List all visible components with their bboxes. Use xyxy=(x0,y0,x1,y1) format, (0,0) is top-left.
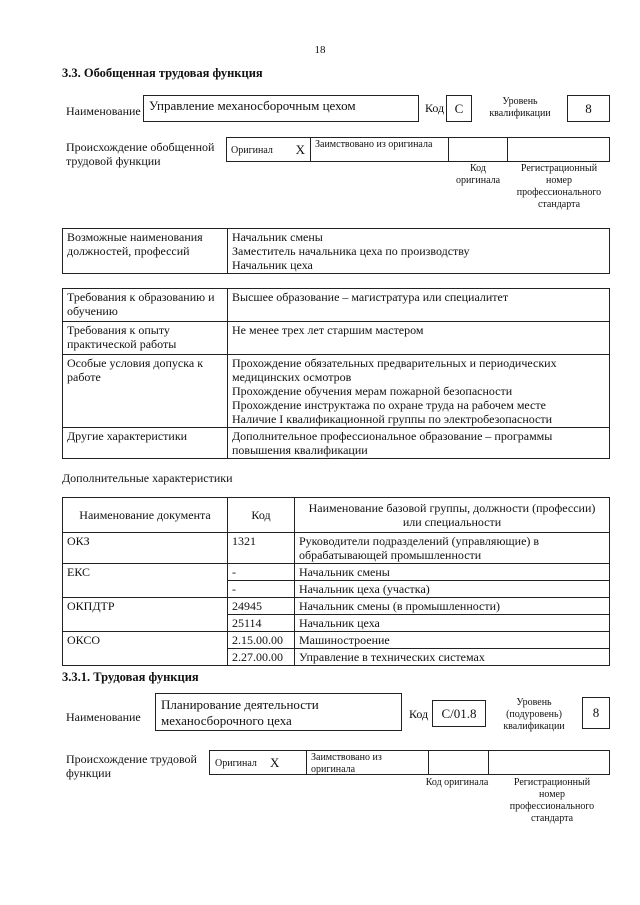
doc-cell: ЕКС xyxy=(63,564,228,598)
name-value: Управление механосборочным цехом xyxy=(149,98,356,113)
sub-code-value-box xyxy=(432,700,486,727)
name-cell: Начальник смены (в промышленности) xyxy=(295,598,610,615)
sub-name-value: Планирование деятельности механосборочного цеха xyxy=(161,697,319,728)
sub-orig-code-caption: Код оригинала xyxy=(425,777,489,788)
sub-reg-number-box xyxy=(488,750,610,775)
sub-level-value: 8 xyxy=(592,705,600,720)
section-title: 3.3. Обобщенная трудовая функция xyxy=(62,66,263,80)
sub-orig-code-box xyxy=(428,750,489,775)
sub-level-label: Уровень (подуровень) квалификации xyxy=(503,697,565,732)
code-label: Код xyxy=(425,101,445,115)
name-cell: Начальник цеха xyxy=(295,615,610,632)
table-row xyxy=(63,632,610,649)
header-code: Код xyxy=(228,498,295,533)
reg-number-caption: Регистрационный номер профессионального стандарта xyxy=(516,163,602,210)
doc-cell: ОКСО xyxy=(63,632,228,666)
code-cell: 2.15.00.00 xyxy=(228,632,295,649)
orig-code-caption: Код оригинала xyxy=(455,163,501,186)
sub-name-value-box xyxy=(155,693,402,731)
code-cell: 24945 xyxy=(228,598,295,615)
code-cell: 2.27.00.00 xyxy=(228,649,295,666)
position-item: Начальник цеха xyxy=(232,258,313,272)
requirement-label: Особые условия допуска к работе xyxy=(63,355,228,428)
code-cell: 25114 xyxy=(228,615,295,632)
original-mark: X xyxy=(295,142,305,157)
level-label: Уровень квалификации xyxy=(489,96,551,119)
table-row xyxy=(63,533,610,564)
sub-original-label: Оригинал xyxy=(215,758,257,769)
sub-code-value: C/01.8 xyxy=(441,706,477,721)
requirement-label: Другие характеристики xyxy=(63,428,228,459)
name-cell: Начальник цеха (участка) xyxy=(295,581,610,598)
position-item: Начальник смены xyxy=(232,230,323,244)
table-row xyxy=(63,564,610,581)
sub-original-mark: X xyxy=(270,755,280,770)
borrowed-label: Заимствовано из оригинала xyxy=(315,139,433,150)
sub-name-label: Наименование xyxy=(66,710,141,724)
page-number: 18 xyxy=(314,44,326,56)
level-value-box xyxy=(567,95,610,122)
position-item: Заместитель начальника цеха по производству xyxy=(232,244,470,258)
code-cell: - xyxy=(228,581,295,598)
doc-cell: ОКПДТР xyxy=(63,598,228,632)
name-cell: Начальник смены xyxy=(295,564,610,581)
orig-code-box xyxy=(448,137,508,162)
table-header-row xyxy=(63,498,610,533)
doc-cell: ОКЗ xyxy=(63,533,228,564)
requirement-value: Дополнительное профессиональное образование – программы повышения квалификации xyxy=(228,428,610,459)
requirement-line: Прохождение инструктажа по охране труда на рабочем месте xyxy=(232,398,546,412)
sub-borrowed-box xyxy=(306,750,429,775)
origin-label: Происхождение обобщенной трудовой функции xyxy=(66,140,215,168)
requirement-label: Требования к образованию и обучению xyxy=(63,289,228,322)
header-name: Наименование базовой группы, должности (профессии) или специальности xyxy=(295,498,610,533)
requirement-value: Не менее трех лет старшим мастером xyxy=(228,322,610,355)
sub-code-label: Код xyxy=(409,707,429,721)
code-value-box xyxy=(446,95,472,122)
subsection-title: 3.3.1. Трудовая функция xyxy=(62,670,199,684)
code-cell: 1321 xyxy=(228,533,295,564)
sub-borrowed-label: Заимствовано из оригинала xyxy=(311,752,382,775)
positions-label: Возможные наименования должностей, профессий xyxy=(63,229,228,274)
code-cell: - xyxy=(228,564,295,581)
requirement-line: Наличие I квалификационной группы по электробезопасности xyxy=(232,412,553,426)
sub-original-box xyxy=(209,750,307,775)
original-label: Оригинал xyxy=(231,145,273,156)
table-row xyxy=(63,355,610,428)
sub-level-value-box xyxy=(582,697,610,729)
name-value-box xyxy=(143,95,419,122)
code-value: C xyxy=(454,101,464,116)
level-value: 8 xyxy=(585,101,592,116)
requirement-line: Прохождение обучения мерам пожарной безопасности xyxy=(232,384,513,398)
requirement-line: Прохождение обязательных предварительных и периодических медицинских осмотров xyxy=(232,356,557,384)
table-row xyxy=(63,289,610,322)
name-cell: Управление в технических системах xyxy=(295,649,610,666)
additional-title: Дополнительные характеристики xyxy=(62,471,233,485)
positions-table xyxy=(62,228,610,274)
positions-list xyxy=(228,229,610,274)
sub-origin-label: Происхождение трудовой функции xyxy=(66,752,197,780)
header-document: Наименование документа xyxy=(63,498,228,533)
name-cell: Руководители подразделений (управляющие) в обрабатывающей промышленности xyxy=(295,533,610,564)
requirement-value: Высшее образование – магистратура или специалитет xyxy=(228,289,610,322)
borrowed-box xyxy=(310,137,449,162)
additional-table xyxy=(62,497,610,666)
requirement-label: Требования к опыту практической работы xyxy=(63,322,228,355)
table-row xyxy=(63,428,610,459)
reg-number-box xyxy=(507,137,610,162)
requirements-table xyxy=(62,288,610,459)
original-box xyxy=(226,137,311,162)
table-row xyxy=(63,322,610,355)
name-cell: Машиностроение xyxy=(295,632,610,649)
name-label: Наименование xyxy=(66,104,141,118)
table-row xyxy=(63,598,610,615)
sub-reg-number-caption: Регистрационный номер профессионального стандарта xyxy=(509,777,595,824)
requirement-value xyxy=(228,355,610,428)
